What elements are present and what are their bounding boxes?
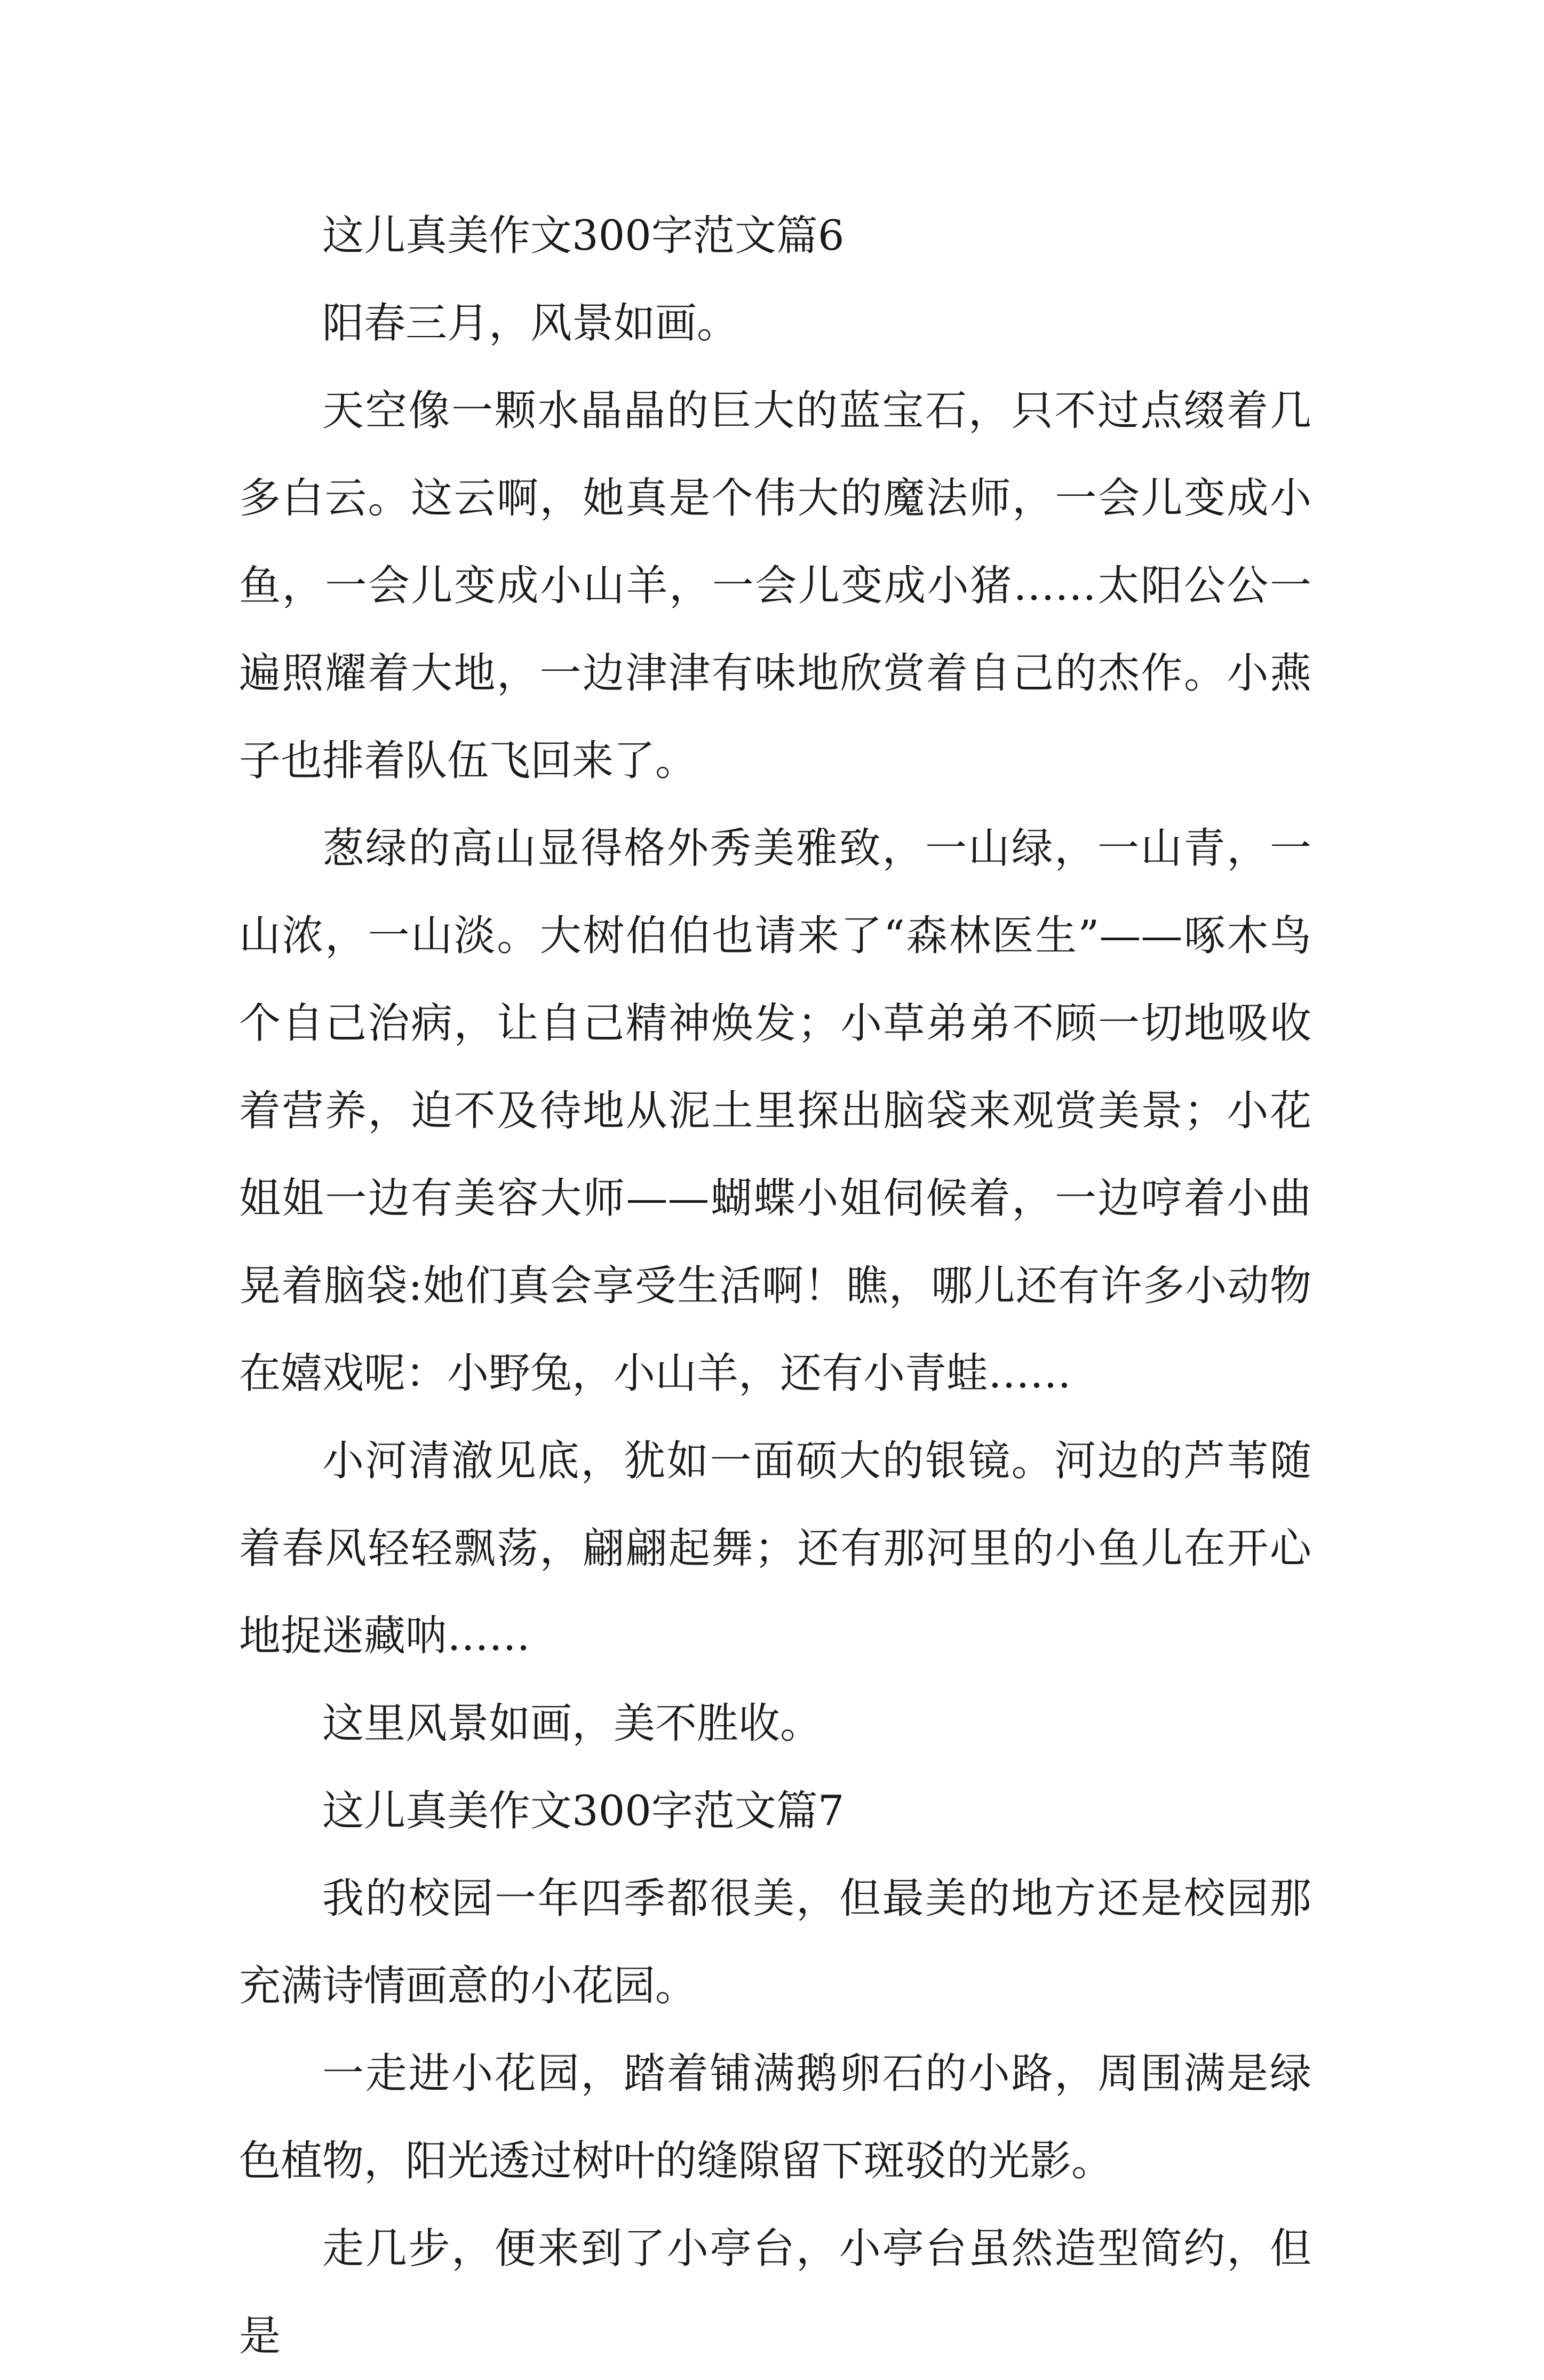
- paragraph: 阳春三月，风景如画。: [322, 299, 739, 347]
- paragraph: 这里风景如画，美不胜收。: [322, 1700, 822, 1748]
- paragraph: 葱绿的高山显得格外秀美雅致，一山绿，一山青，一山浓，一山淡。大树伯伯也请来了“森林医生”——啄木鸟个自己治病，让自己精神焕发；小草弟弟不顾一切地吸收着营养，迫不及待地从泥土里探出脑袋来观赏美景；小花姐姐一边有美容大师——蝴蝶小姐伺候着，一边哼着小曲晃着脑袋:她们真会享受生活啊！瞧，哪儿还有许多小动物在嬉戏呢：小野兔，小山羊，还有小青蛙……: [239, 824, 1311, 1398]
- paragraph: 我的校园一年四季都很美，但最美的地方还是校园那充满诗情画意的小花园。: [239, 1875, 1311, 2010]
- paragraph: 小河清澈见底，犹如一面硕大的银镜。河边的芦苇随着春风轻轻飘荡，翩翩起舞；还有那河里的小鱼儿在开心地捉迷藏呐……: [239, 1437, 1311, 1660]
- paragraph: 一走进小花园，踏着铺满鹅卵石的小路，周围满是绿色植物，阳光透过树叶的缝隙留下斑驳的光影。: [239, 2050, 1311, 2185]
- paragraph: 天空像一颗水晶晶的巨大的蓝宝石，只不过点缀着几多白云。这云啊，她真是个伟大的魔法师，一会儿变成小鱼，一会儿变成小山羊，一会儿变成小猪……太阳公公一遍照耀着大地，一边津津有味地欣赏着自己的杰作。小燕子也排着队伍飞回来了。: [239, 387, 1311, 785]
- paragraph: 走几步，便来到了小亭台，小亭台虽然造型简约，但是: [239, 2225, 1311, 2360]
- section-heading-7: 这儿真美作文300字范文篇7: [322, 1787, 845, 1835]
- section-heading-6: 这儿真美作文300字范文篇6: [322, 212, 845, 260]
- document-body: [239, 192, 1311, 2380]
